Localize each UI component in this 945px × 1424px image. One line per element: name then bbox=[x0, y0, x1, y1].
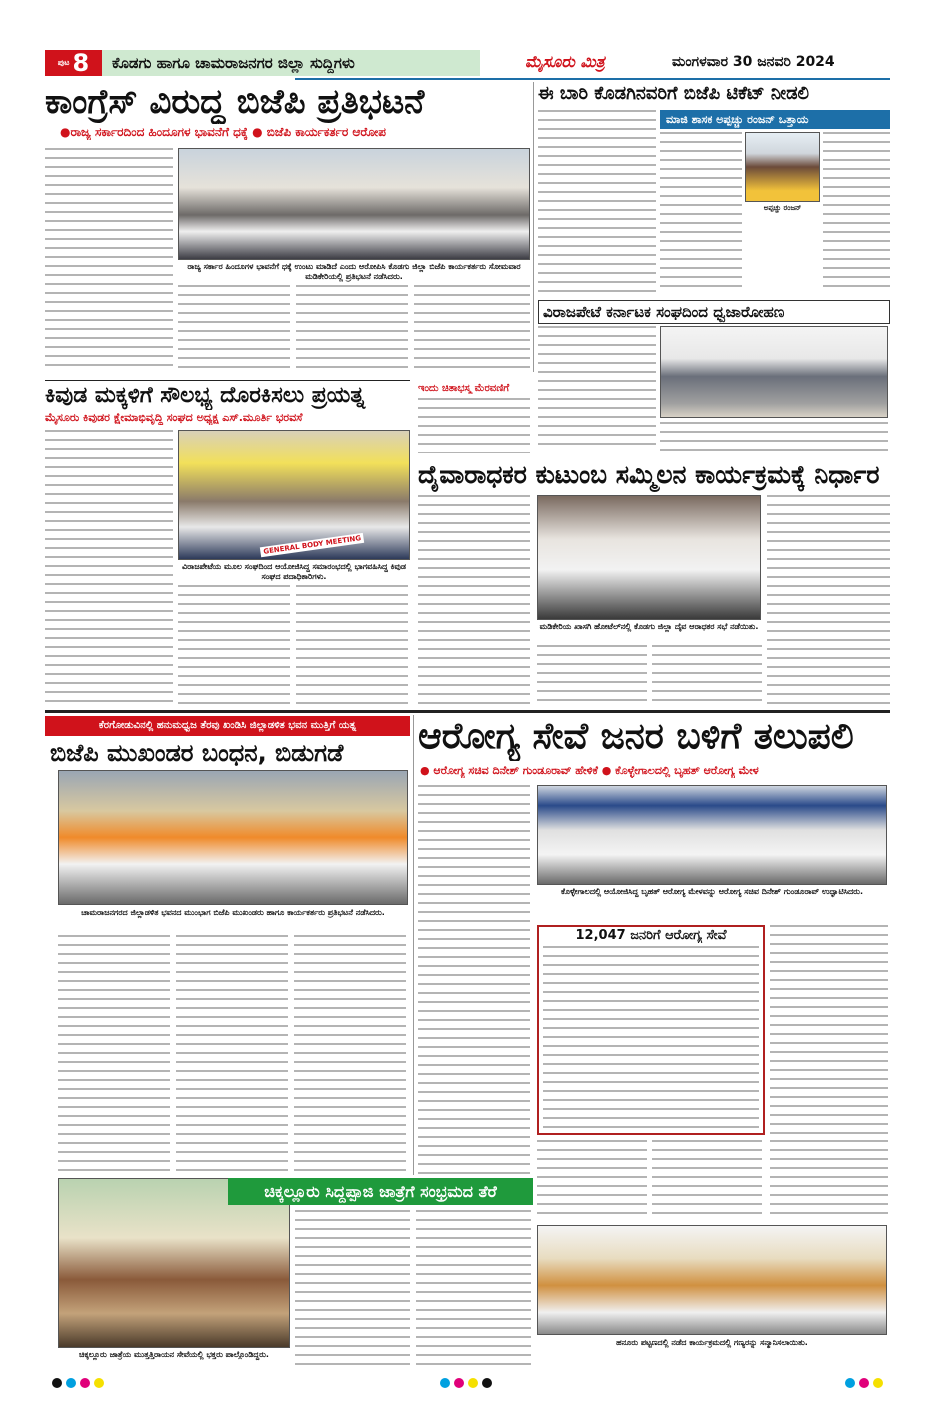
article-body-text bbox=[418, 398, 530, 453]
portrait-photo bbox=[745, 132, 820, 202]
subhead-ticket: ಮಾಜಿ ಶಾಸಕ ಅಪ್ಪಚ್ಚು ರಂಜನ್ ಒತ್ತಾಯ bbox=[660, 110, 890, 129]
issue-date: ಮಂಗಳವಾರ 30 ಜನವರಿ 2024 bbox=[672, 54, 835, 70]
photo-health bbox=[537, 785, 887, 885]
page-badge bbox=[45, 50, 102, 76]
article-body-text bbox=[178, 285, 290, 373]
article-body-text bbox=[538, 326, 656, 446]
article-body-text bbox=[45, 148, 173, 373]
section-title: ಕೊಡಗು ಹಾಗೂ ಚಾಮರಾಜನಗರ ಜಿಲ್ಲಾ ಸುದ್ದಿಗಳು bbox=[102, 50, 480, 76]
article-body-text bbox=[418, 495, 530, 705]
headline-ticket: ಈ ಬಾರಿ ಕೊಡಗಿನವರಿಗೆ ಬಿಜೆಪಿ ಟಿಕೆಟ್ ನೀಡಲಿ bbox=[538, 83, 810, 104]
article-body-text bbox=[537, 645, 647, 705]
headline-fair: ಚಿಕ್ಕಲ್ಲೂರು ಸಿದ್ದಪ್ಪಾಜಿ ಜಾತ್ರೆಗೆ ಸಂಭ್ರಮದ ತೆರೆ bbox=[228, 1178, 533, 1205]
article-body-text bbox=[178, 585, 290, 705]
article-body-text bbox=[767, 495, 890, 705]
article-body-text bbox=[823, 132, 890, 294]
article-body-text bbox=[296, 585, 408, 705]
article-body-text bbox=[45, 430, 173, 705]
article-body-text bbox=[416, 1210, 531, 1370]
headline-flag: ವಿರಾಜಪೇಟೆ ಕರ್ನಾಟಕ ಸಂಘದಿಂದ ಧ್ವಜಾರೋಹಣ bbox=[538, 300, 890, 324]
headline-health: ಆರೋಗ್ಯ ಸೇವೆ ಜನರ ಬಳಿಗೆ ತಲುಪಲಿ bbox=[418, 716, 854, 757]
section-rule bbox=[45, 380, 410, 381]
article-body-text bbox=[295, 1210, 410, 1370]
caption-daiva: ಮಡಿಕೇರಿಯ ಖಾಸಗಿ ಹೋಟೆಲ್‌ನಲ್ಲಿ ಕೊಡಗು ಜಿಲ್ಲಾ ದೈವ ಆರಾಧಕರ ಸಭೆ ನಡೆಯಿತು. bbox=[539, 622, 759, 631]
registration-mark bbox=[66, 1378, 76, 1388]
column-divider bbox=[533, 82, 534, 372]
registration-mark bbox=[94, 1378, 104, 1388]
subhead-health: ● ಆರೋಗ್ಯ ಸಚಿವ ದಿನೇಶ್ ಗುಂಡೂರಾವ್ ಹೇಳಿಕೆ ● ಕೊಳ್ಳೇಗಾಲದಲ್ಲಿ ಬೃಹತ್ ಆರೋಗ್ಯ ಮೇಳ bbox=[420, 764, 759, 777]
photo-deaf bbox=[178, 430, 410, 560]
headline-daiva: ದೈವಾರಾಧಕರ ಕುಟುಂಬ ಸಮ್ಮಿಲನ ಕಾರ್ಯಕ್ರಮಕ್ಕೆ ನಿರ್ಧಾರ bbox=[418, 460, 880, 489]
headline-protest: ಕಾಂಗ್ರೆಸ್ ವಿರುದ್ಧ ಬಿಜೆಪಿ ಪ್ರತಿಭಟನೆ bbox=[45, 82, 425, 122]
photo-protest bbox=[178, 148, 530, 260]
caption-arrest: ಚಾಮರಾಜನಗರದ ಜಿಲ್ಲಾಡಳಿತ ಭವನದ ಮುಂಭಾಗ ಬಿಜೆಪಿ ಮುಖಂಡರು ಹಾಗೂ ಕಾರ್ಯಕರ್ತರು ಪ್ರತಿಭಟನೆ ನಡೆಸಿದರು. bbox=[81, 908, 385, 917]
article-body-text bbox=[176, 935, 288, 1175]
article-body-text bbox=[414, 285, 530, 373]
registration-mark bbox=[873, 1378, 883, 1388]
photo-arrest bbox=[58, 770, 408, 905]
caption-health: ಕೊಳ್ಳೇಗಾಲದಲ್ಲಿ ಆಯೋಜಿಸಿದ್ದ ಬೃಹತ್ ಆರೋಗ್ಯ ಮೇಳವನ್ನು ಆರೋಗ್ಯ ಸಚಿವ ದಿನೇಶ್ ಗುಂಡೂರಾವ್ ಉದ್ಘಾಟಿಸಿದರು. bbox=[560, 887, 863, 896]
photo-felicitation bbox=[537, 1225, 887, 1335]
registration-mark bbox=[440, 1378, 450, 1388]
article-body-text bbox=[652, 645, 762, 705]
article-body-text bbox=[770, 925, 888, 1135]
registration-mark bbox=[454, 1378, 464, 1388]
registration-mark bbox=[80, 1378, 90, 1388]
registration-mark bbox=[859, 1378, 869, 1388]
page-label: ಪುಟ bbox=[57, 58, 70, 67]
caption-fair: ಚಿಕ್ಕಲ್ಲೂರು ಜಾತ್ರೆಯ ಮುತ್ತತ್ತಿರಾಯನ ಸೇವೆಯಲ್ಲಿ ಭಕ್ತರು ಪಾಲ್ಗೊಂಡಿದ್ದರು. bbox=[79, 1350, 269, 1359]
subhead-protest: ●ರಾಜ್ಯ ಸರ್ಕಾರದಿಂದ ಹಿಂದೂಗಳ ಭಾವನೆಗೆ ಧಕ್ಕೆ ● ಬಿಜೆಪಿ ಕಾರ್ಯಕರ್ತರ ಆರೋಪ bbox=[60, 125, 386, 139]
article-body-text bbox=[537, 1140, 647, 1220]
caption-deaf: ವಿರಾಜಪೇಟೆಯ ಮೂಲ ಸಂಘದಿಂದ ಆಯೋಜಿಸಿದ್ದ ಸಮಾರಂಭದಲ್ಲಿ ಭಾಗವಹಿಸಿದ್ದ ಕಿವುಡ ಸಂಘದ ಪದಾಧಿಕಾರಿಗಳು. bbox=[181, 562, 407, 581]
column-divider bbox=[413, 715, 414, 1175]
portrait-caption: ಅಪ್ಪಚ್ಚು ರಂಜನ್ bbox=[763, 204, 802, 212]
page-number: 8 bbox=[72, 49, 90, 77]
article-body-text bbox=[660, 422, 888, 452]
caption-felicitation: ಹನೂರು ಪಟ್ಟಣದಲ್ಲಿ ನಡೆದ ಕಾರ್ಯಕ್ರಮದಲ್ಲಿ ಗಣ್ಯರನ್ನು ಸನ್ಮಾನಿಸಲಾಯಿತು. bbox=[616, 1338, 808, 1347]
caption-protest: ರಾಜ್ಯ ಸರ್ಕಾರ ಹಿಂದೂಗಳ ಭಾವನೆಗೆ ಧಕ್ಕೆ ಉಂಟು ಮಾಡಿದೆ ಎಂದು ಆರೋಪಿಸಿ ಕೊಡಗು ಜಿಲ್ಲಾ ಬಿಜೆಪಿ ಕಾರ್ಯಕರ್ತರು ಸೋಮವಾರ ಮಡಿಕೇರಿಯಲ್ಲಿ ಪ್ರತಿಭಟನೆ ನಡೆಸಿದರು. bbox=[187, 262, 521, 281]
article-body-text bbox=[538, 110, 656, 295]
article-body-text bbox=[660, 132, 742, 294]
registration-mark bbox=[468, 1378, 478, 1388]
article-body-text bbox=[296, 285, 408, 373]
masthead: ಮೈಸೂರು ಮಿತ್ರ bbox=[525, 52, 605, 71]
subhead-deaf: ಮೈಸೂರು ಕಿವುಡರ ಕ್ಷೇಮಾಭಿವೃದ್ಧಿ ಸಂಘದ ಅಧ್ಯಕ್ಷ ಎಸ್.ಮೂರ್ತಿ ಭರವಸೆ bbox=[45, 411, 303, 424]
photo-flag bbox=[660, 326, 888, 418]
registration-mark bbox=[52, 1378, 62, 1388]
article-body-text bbox=[652, 1140, 762, 1220]
photo-daiva bbox=[537, 495, 761, 620]
article-body-text bbox=[58, 935, 170, 1175]
kicker-arrest: ಕೆರಗೋಡುವಿನಲ್ಲಿ ಹನುಮಧ್ವಜ ತೆರವು ಖಂಡಿಸಿ ಜಿಲ್ಲಾಡಳಿತ ಭವನ ಮುತ್ತಿಗೆ ಯತ್ನ bbox=[45, 716, 410, 736]
article-body-text bbox=[770, 1140, 888, 1220]
article-body-text bbox=[294, 935, 406, 1175]
article-body-text bbox=[543, 946, 759, 1130]
headline-deaf: ಕಿವುಡ ಮಕ್ಕಳಿಗೆ ಸೌಲಭ್ಯ ದೊರಕಿಸಲು ಪ್ರಯತ್ನ bbox=[45, 383, 366, 408]
box-title: 12,047 ಜನರಿಗೆ ಆರೋಗ್ಯ ಸೇವೆ bbox=[575, 928, 727, 943]
headline-arrest: ಬಿಜೆಪಿ ಮುಖಂಡರ ಬಂಧನ, ಬಿಡುಗಡೆ bbox=[50, 739, 344, 767]
registration-mark bbox=[845, 1378, 855, 1388]
registration-mark bbox=[482, 1378, 492, 1388]
headline-ashes: ಇಂದು ಚಿತಾಭಸ್ಮ ಮೆರವಣಿಗೆ bbox=[418, 383, 510, 394]
article-body-text bbox=[418, 785, 530, 1175]
meeting-banner: GENERAL BODY MEETING bbox=[260, 533, 365, 557]
